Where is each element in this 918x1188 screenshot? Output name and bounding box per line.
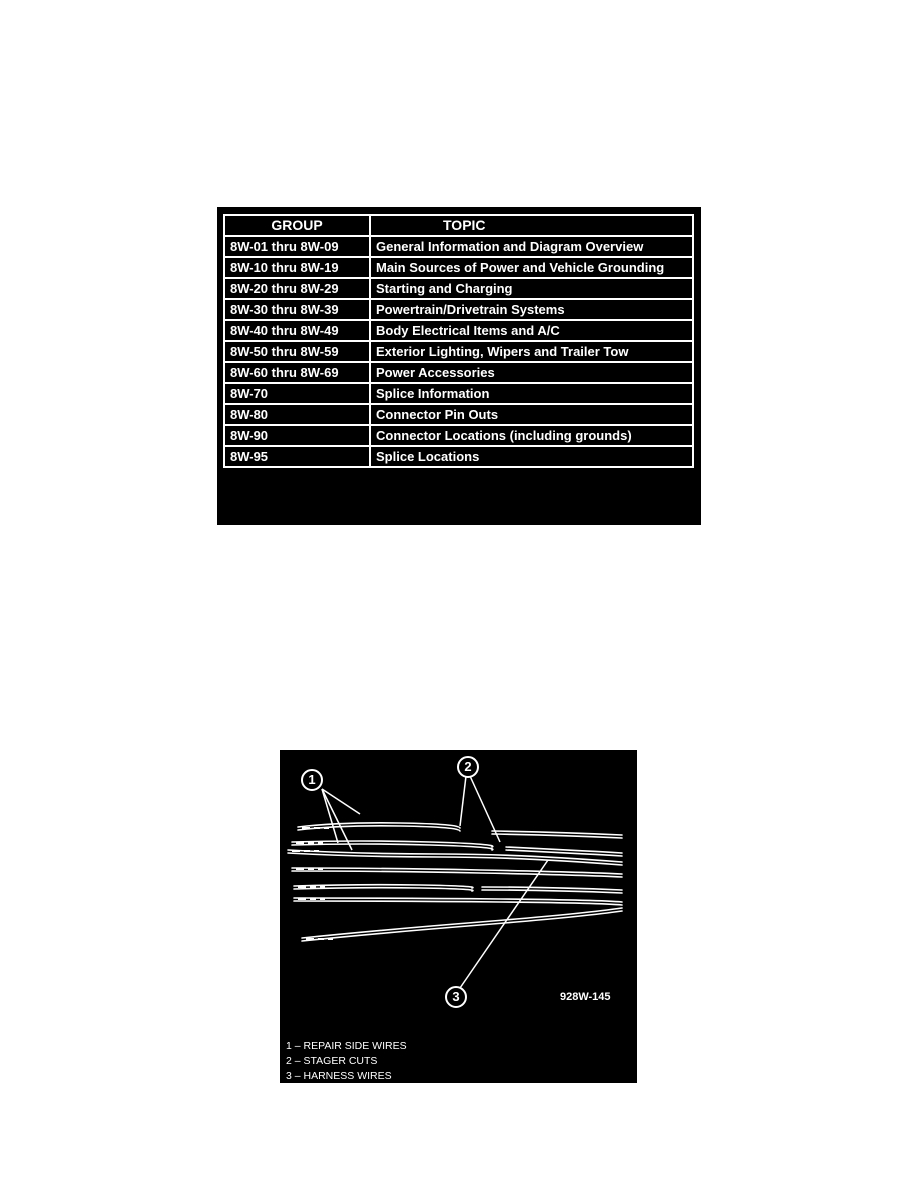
wire-illustration: [280, 750, 637, 1083]
table-row: [224, 404, 693, 425]
group-cell: 8W-60 thru 8W-69: [224, 362, 370, 383]
topic-cell: Powertrain/Drivetrain Systems: [370, 299, 693, 320]
legend-item: 1 – REPAIR SIDE WIRES: [286, 1040, 407, 1052]
wire-line: [292, 844, 493, 850]
group-cell: 8W-40 thru 8W-49: [224, 320, 370, 341]
topic-cell: Connector Pin Outs: [370, 404, 693, 425]
group-cell: 8W-95: [224, 446, 370, 467]
topic-cell: Starting and Charging: [370, 278, 693, 299]
callout-3: 3: [445, 986, 467, 1008]
wire-line: [294, 888, 473, 891]
topic-cell: Splice Locations: [370, 446, 693, 467]
group-column-header: GROUP: [224, 215, 370, 236]
group-cell: 8W-70: [224, 383, 370, 404]
wire-line: [294, 901, 622, 905]
wiring-group-table-figure: [217, 207, 701, 525]
topic-cell: Body Electrical Items and A/C: [370, 320, 693, 341]
group-cell: 8W-80: [224, 404, 370, 425]
group-cell: 8W-30 thru 8W-39: [224, 299, 370, 320]
group-cell: 8W-90: [224, 425, 370, 446]
topic-column-header: TOPIC: [370, 215, 693, 236]
table-header-row: [224, 215, 693, 236]
topic-cell: Connector Locations (including grounds): [370, 425, 693, 446]
figure-legend: [286, 1039, 407, 1083]
table-row: [224, 446, 693, 467]
wire-line: [302, 911, 622, 941]
table-row: [224, 362, 693, 383]
topic-cell: Power Accessories: [370, 362, 693, 383]
topic-cell: Exterior Lighting, Wipers and Trailer Tow: [370, 341, 693, 362]
table-row: [224, 341, 693, 362]
callout-1: 1: [301, 769, 323, 791]
callout-2: 2: [457, 756, 479, 778]
wiring-group-table: [223, 214, 694, 468]
wire-line: [506, 850, 622, 856]
wire-line: [302, 908, 622, 938]
wire-line: [298, 826, 460, 831]
table-row: [224, 299, 693, 320]
group-cell: 8W-20 thru 8W-29: [224, 278, 370, 299]
legend-item: 2 – STAGER CUTS: [286, 1055, 378, 1067]
group-cell: 8W-10 thru 8W-19: [224, 257, 370, 278]
leader-lines: [322, 776, 548, 988]
table-row: [224, 320, 693, 341]
topic-cell: Main Sources of Power and Vehicle Grounding: [370, 257, 693, 278]
table-row: [224, 236, 693, 257]
table-row: [224, 425, 693, 446]
group-cell: 8W-01 thru 8W-09: [224, 236, 370, 257]
topic-cell: Splice Information: [370, 383, 693, 404]
table-row: [224, 257, 693, 278]
legend-item: 3 – HARNESS WIRES: [286, 1070, 392, 1082]
table-row: [224, 383, 693, 404]
table-row: [224, 278, 693, 299]
wire-line: [482, 890, 622, 893]
group-cell: 8W-50 thru 8W-59: [224, 341, 370, 362]
wire-repair-figure: [280, 750, 637, 1083]
topic-cell: General Information and Diagram Overview: [370, 236, 693, 257]
figure-code: 928W-145: [560, 991, 611, 1003]
